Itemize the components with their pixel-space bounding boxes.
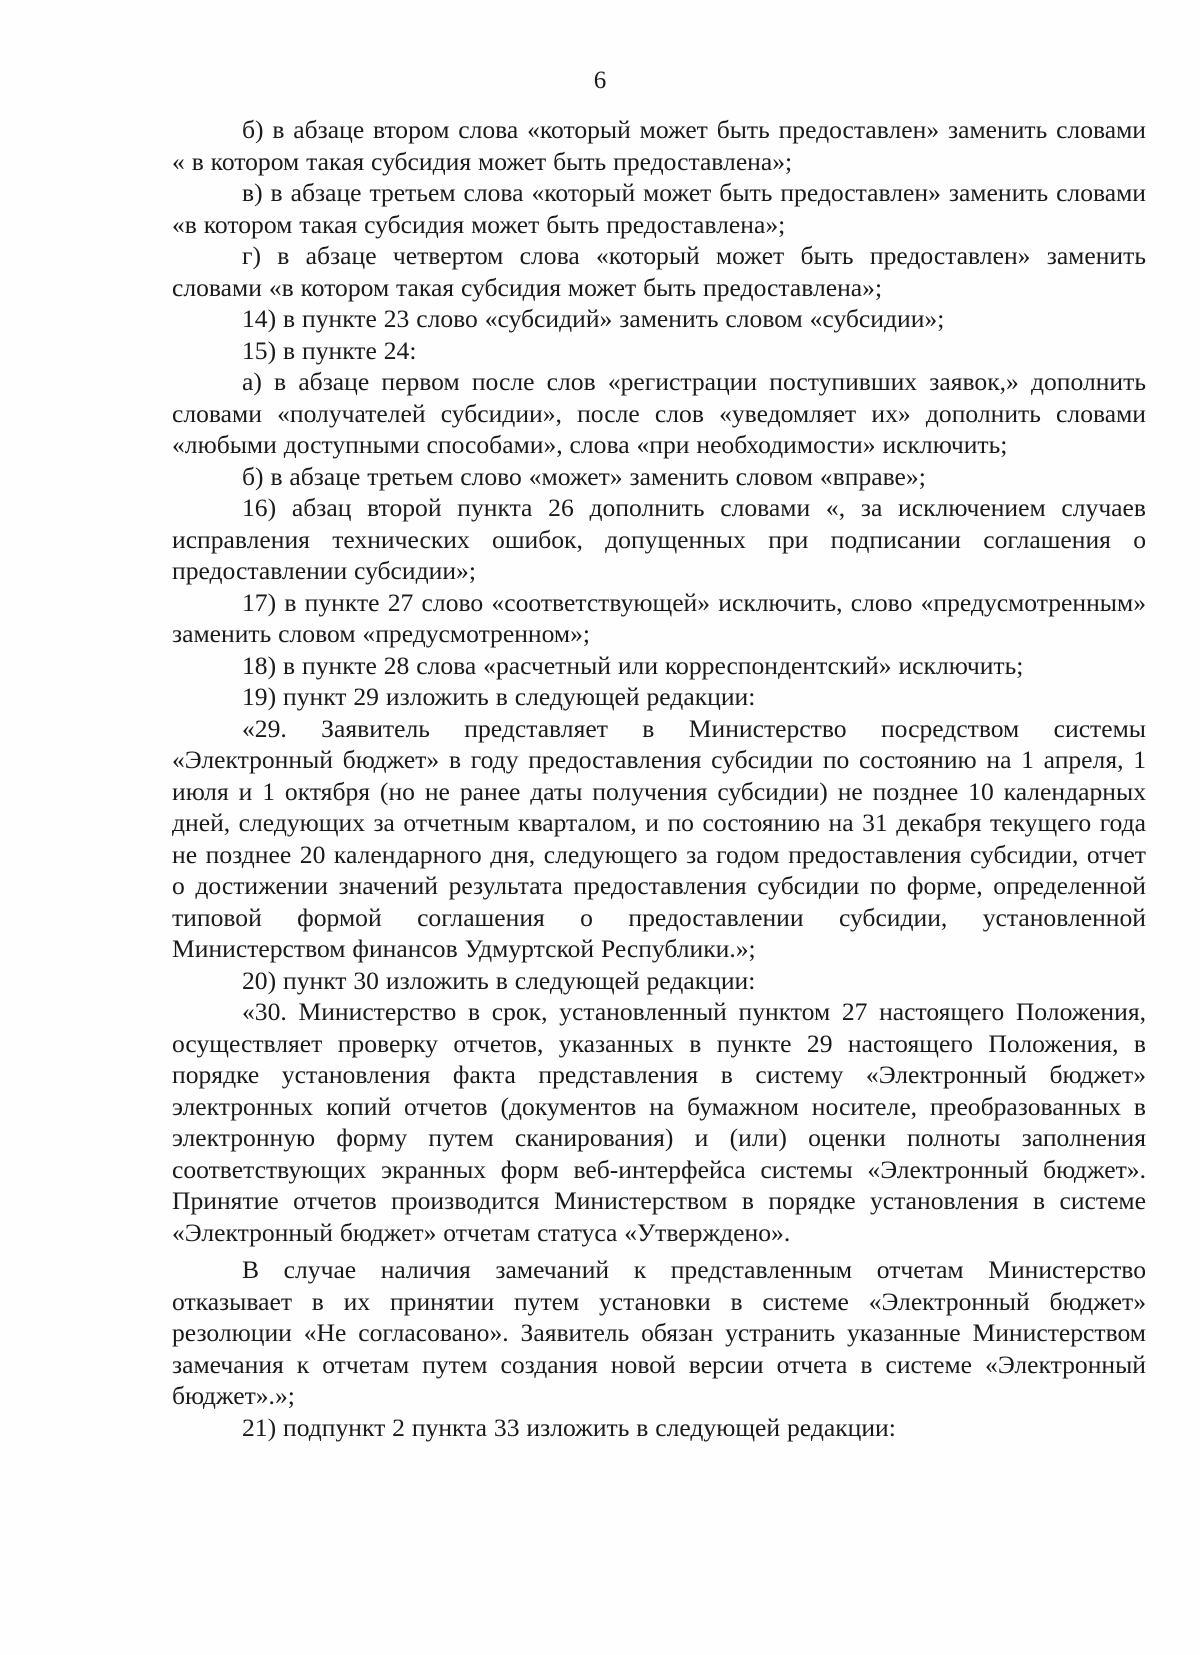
paragraph-15a: а) в абзаце первом после слов «регистрации поступивших заявок,» дополнить словами «получателей субсидии», после слов «уведомляет их» дополнить словами «любыми доступными способами», слова «при необходимости» исключить; bbox=[172, 367, 1146, 459]
paragraph-6g: г) в абзаце четвертом слова «который может быть предоставлен» заменить словами «в котором такая субсидия может быть предоставлена»; bbox=[172, 241, 1146, 302]
paragraph-clause-29: «29. Заявитель представляет в Министерство посредством системы «Электронный бюджет» в году предоставления субсидии по состоянию на 1 апреля, 1 июля и 1 октября (но не ранее даты получения субсидии) не позднее 10 календарных дней, следующих за отчетным кварталом, и по состоянию на 31 декабря текущего года не позднее 20 календарного дня, следующего за годом предоставления субсидии, отчет о достижении значений результата предоставления субсидии по форме, определенной типовой формой соглашения о предоставлении субсидии, установленной Министерством финансов Удмуртской Республики.»; bbox=[172, 713, 1146, 963]
paragraph-item-21: 21) подпункт 2 пункта 33 изложить в следующей редакции: bbox=[242, 1412, 896, 1442]
paragraph-item-20: 20) пункт 30 изложить в следующей редакции: bbox=[242, 965, 756, 995]
page-number: 6 bbox=[593, 67, 607, 94]
paragraph-item-17: 17) в пункте 27 слово «соответствующей» исключить, слово «предусмотренным» заменить словом «предусмотренном»; bbox=[172, 587, 1146, 648]
paragraph-item-14: 14) в пункте 23 слово «субсидий» заменить словом «субсидии»; bbox=[242, 304, 945, 333]
paragraph-6b: б) в абзаце втором слова «который может быть предоставлен» заменить словами « в котором такая субсидия может быть предоставлена»; bbox=[172, 115, 1146, 176]
paragraph-6v: в) в абзаце третьем слова «который может быть предоставлен» заменить словами «в котором такая субсидия может быть предоставлена»; bbox=[172, 178, 1146, 239]
paragraph-item-18: 18) в пункте 28 слова «расчетный или корреспондентский» исключить; bbox=[242, 650, 1024, 680]
paragraph-item-16: 16) абзац второй пункта 26 дополнить словами «, за исключением случаев исправления технических ошибок, допущенных при подписании соглашения о предоставлении субсидии»; bbox=[172, 493, 1146, 585]
paragraph-item-19: 19) пункт 29 изложить в следующей редакции: bbox=[242, 682, 756, 711]
document-body bbox=[172, 114, 1146, 1443]
paragraph-item-15: 15) в пункте 24: bbox=[242, 335, 417, 365]
paragraph-clause-30-remarks: В случае наличия замечаний к представленным отчетам Министерство отказывает в их принятии путем установки в системе «Электронный бюджет» резолюции «Не согласовано». Заявитель обязан устранить указанные Министерством замечания к отчетам путем создания новой версии отчета в системе «Электронный бюджет».»; bbox=[172, 1255, 1146, 1410]
paragraph-15b: б) в абзаце третьем слово «может» заменить словом «вправе»; bbox=[242, 461, 926, 491]
paragraph-clause-30: «30. Министерство в срок, установленный пунктом 27 настоящего Положения, осуществляет проверку отчетов, указанных в пункте 29 настоящего Положения, в порядке установления факта представления в систему «Электронный бюджет» электронных копий отчетов (документов на бумажном носителе, преобразованных в электронную форму путем сканирования) и (или) оценки полноты заполнения соответствующих экранных форм веб-интерфейса системы «Электронный бюджет». Принятие отчетов производится Министерством в порядке установления в системе «Электронный бюджет» отчетам статуса «Утверждено». bbox=[172, 997, 1146, 1247]
